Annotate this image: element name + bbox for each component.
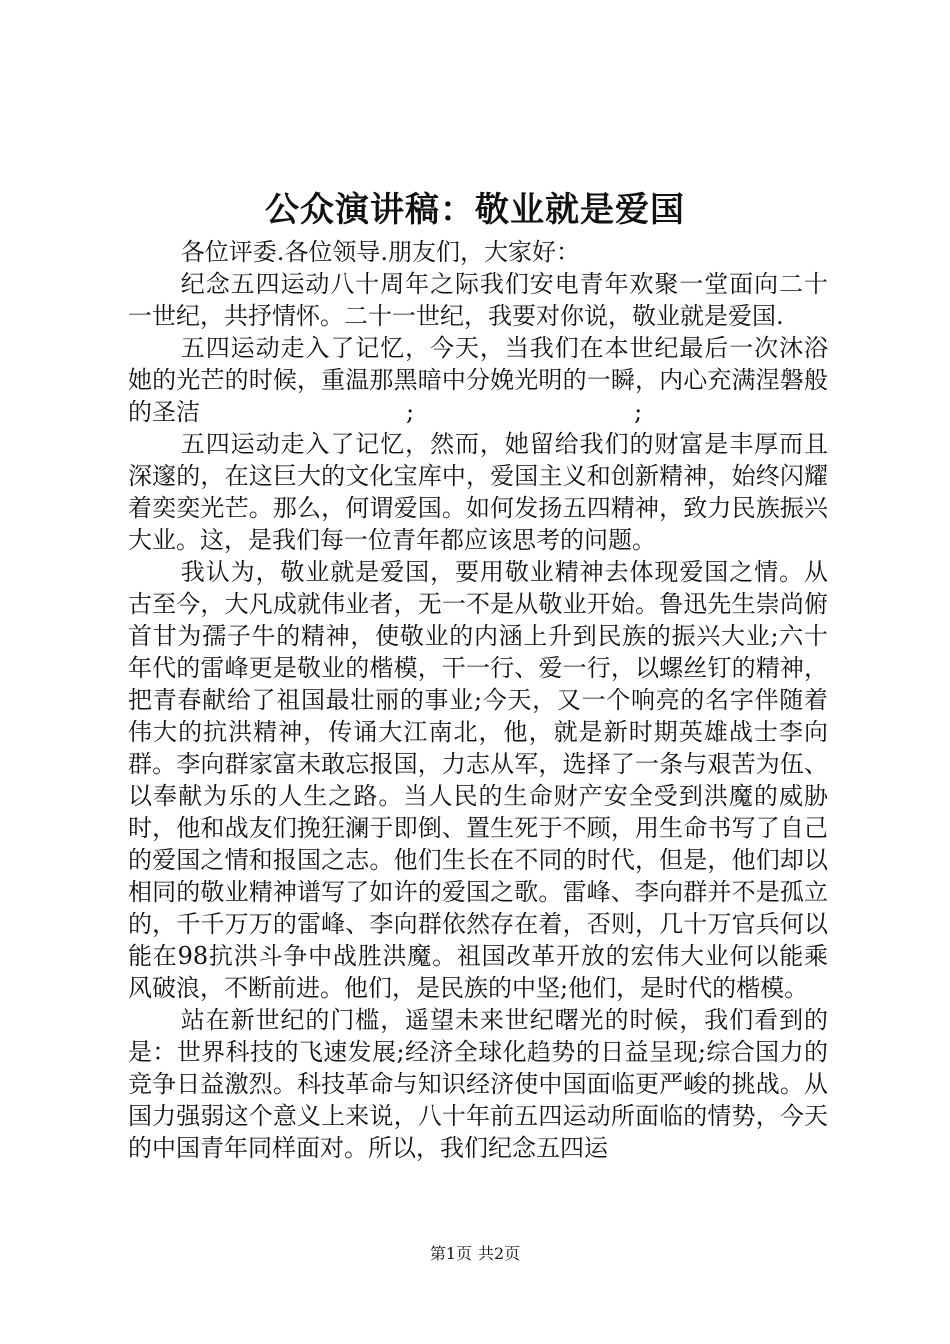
paragraph-2 [128, 332, 828, 428]
semicolon-mark: ; [634, 398, 643, 426]
paragraph-1: 纪念五四运动八十周年之际我们安电青年欢聚一堂面向二十一世纪，共抒情怀。二十一世纪，我要对你说，敬业就是爱国. [128, 270, 828, 330]
semicolon-mark: ; [406, 398, 415, 426]
paragraph-4: 我认为，敬业就是爱国，要用敬业精神去体现爱国之情。从古至今，大凡成就伟业者，无一不是从敬业开始。鲁迅先生崇尚俯首甘为孺子牛的精神，使敬业的内涵上升到民族的振兴大业;六十年代的雷峰更是敬业的楷模，干一行、爱一行，以螺丝钉的精神，把青春献给了祖国最壮丽的事业;今天，又一个响亮的名字伴随着伟大的抗洪精神，传诵大江南北，他，就是新时期英雄战士李向群。李向群家富未敢忘报国，力志从军，选择了一条与艰苦为伍、以奉献为乐的人生之路。当人民的生命财产安全受到洪魔的威胁时，他和战友们挽狂澜于即倒、置生死于不顾，用生命书写了自己的爱国之情和报国之志。他们生长在不同的时代，但是，他们却以相同的敬业精神谱写了如许的爱国之歌。雷峰、李向群并不是孤立的，千千万万的雷峰、李向群依然存在着，否则，几十万官兵何以能在98抗洪斗争中战胜洪魔。祖国改革开放的宏伟大业何以能乘风破浪，不断前进。他们，是民族的中坚;他们，是时代的楷模。 [128, 558, 828, 1002]
page-number: 第1页 [429, 1244, 472, 1263]
document-body [128, 236, 828, 1164]
document-title: 公众演讲稿：敬业就是爱国 [265, 190, 685, 230]
paragraph-5: 站在新世纪的门槛，遥望未来世纪曙光的时候，我们看到的是：世界科技的飞速发展;经济全球化趋势的日益呈现;综合国力的竞争日益激烈。科技革命与知识经济使中国面临更严峻的挑战。从国力强弱这个意义上来说，八十年前五四运动所面临的情势，今天的中国青年同样面对。所以，我们纪念五四运 [128, 1006, 828, 1162]
page-total: 共2页 [478, 1244, 521, 1263]
paragraph-greeting: 各位评委.各位领导.朋友们，大家好： [180, 238, 581, 266]
paragraph-2-text: 五四运动走入了记忆，今天，当我们在本世纪最后一次沐浴她的光芒的时候，重温那黑暗中分娩光明的一瞬，内心充满涅磐般的圣洁 [128, 334, 828, 426]
paragraph-3: 五四运动走入了记忆，然而，她留给我们的财富是丰厚而且深邃的，在这巨大的文化宝库中，爱国主义和创新精神，始终闪耀着奕奕光芒。那么，何谓爱国。如何发扬五四精神，致力民族振兴大业。这，是我们每一位青年都应该思考的问题。 [128, 430, 828, 554]
page-footer [0, 1242, 950, 1266]
